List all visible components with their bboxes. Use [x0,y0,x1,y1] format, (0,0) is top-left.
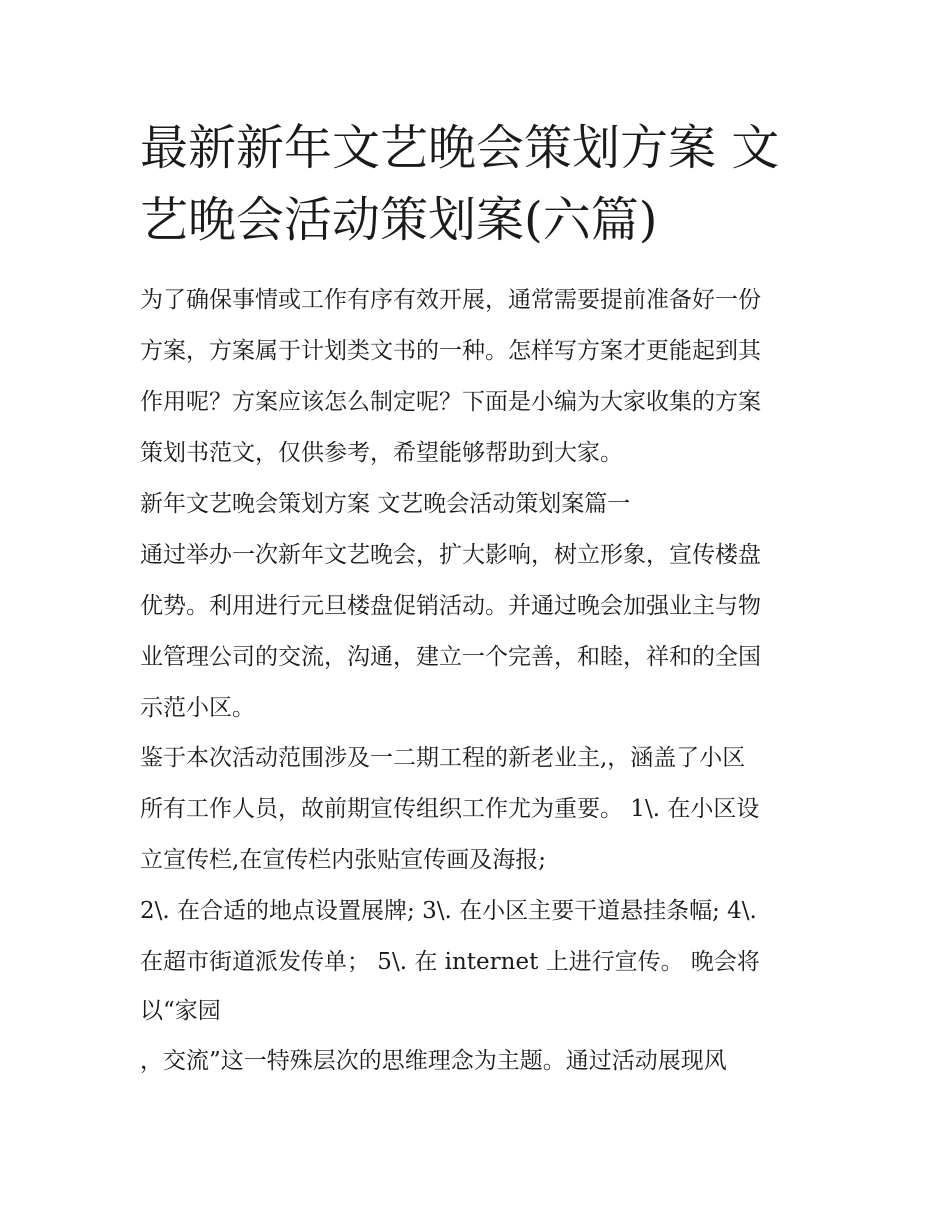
document-title: 最新新年文艺晚会策划方案 文艺晚会活动策划案(六篇) [140,120,780,248]
body-line: 作用呢？方案应该怎么制定呢？下面是小编为大家收集的方案 [140,389,761,415]
body-line: 通过举办一次新年文艺晚会，扩大影响，树立形象，宣传楼盘 [140,542,761,568]
section-heading: 新年文艺晚会策划方案 文艺晚会活动策划案篇一 [140,491,631,517]
body-line: 为了确保事情或工作有序有效开展，通常需要提前准备好一份 [140,287,761,313]
body-line: 立宣传栏,在宣传栏内张贴宣传画及海报; [140,847,547,873]
body-line: 2\. 在合适的地点设置展牌; 3\. 在小区主要干道悬挂条幅; 4\. [140,898,757,924]
body-line: 在超市街道派发传单； 5\. 在 internet 上进行宣传。 晚会将 [140,949,760,975]
body-line: 所有工作人员，故前期宣传组织工作尤为重要。 1\. 在小区设 [140,796,760,822]
body-line: 方案，方案属于计划类文书的一种。怎样写方案才更能起到其 [140,338,761,364]
body-line: 策划书范文，仅供参考，希望能够帮助到大家。 [140,440,623,466]
body-line: 以“家园 [140,998,221,1024]
body-line: 示范小区。 [140,695,255,721]
body-line: 业管理公司的交流，沟通，建立一个完善，和睦，祥和的全国 [140,644,761,670]
body-line: 鉴于本次活动范围涉及一二期工程的新老业主,，涵盖了小区 [140,745,746,771]
body-line: 优势。利用进行元旦楼盘促销活动。并通过晚会加强业主与物 [140,593,761,619]
body-line: ，交流”这一特殊层次的思维理念为主题。通过活动展现风 [140,1048,727,1074]
